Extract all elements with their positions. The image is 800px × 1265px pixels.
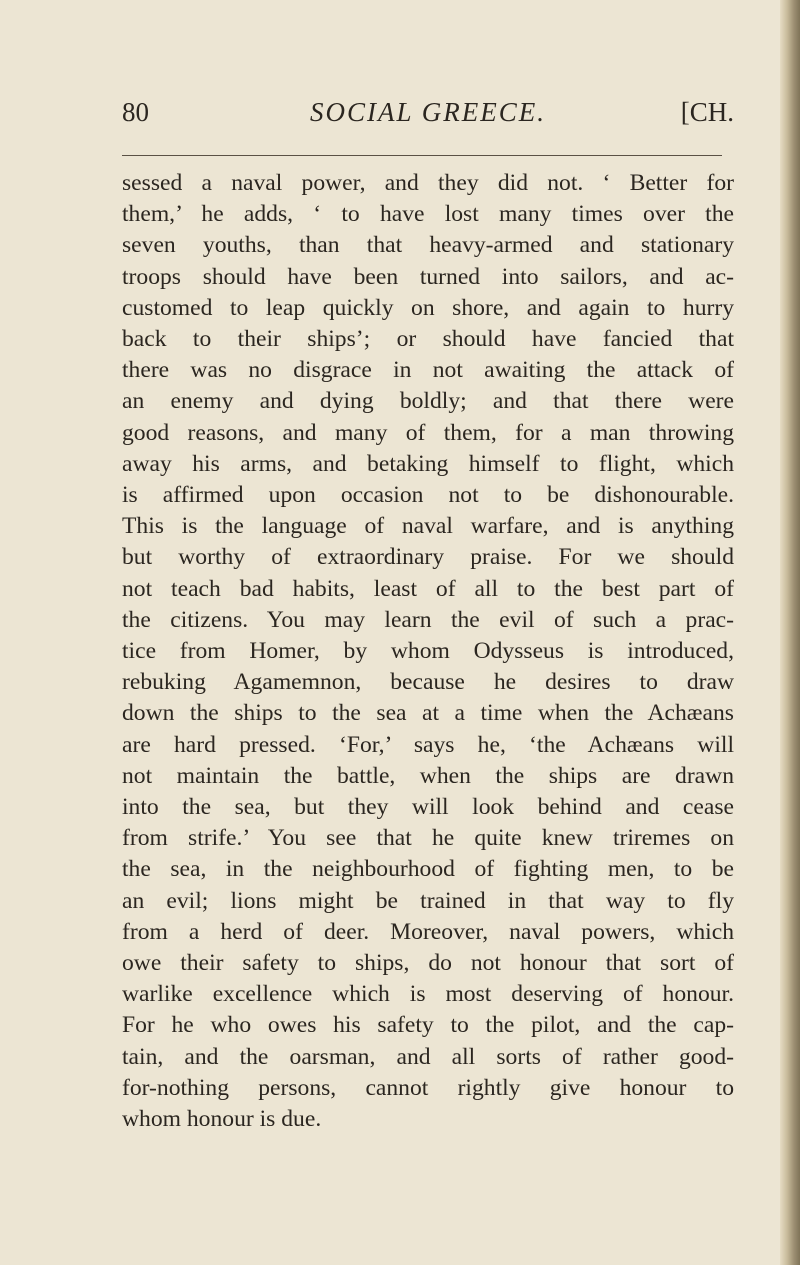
text-line: an enemy and dying boldly; and that there were <box>122 388 734 415</box>
page-edge-shadow <box>780 0 800 1265</box>
text-line: are hard pressed. ‘For,’ says he, ‘the Achæans will <box>122 731 734 758</box>
text-line: troops should have been turned into sailors, and ac- <box>122 263 734 290</box>
text-line: rebuking Agamemnon, because he desires to draw <box>122 669 734 696</box>
text-line: them,’ he adds, ‘ to have lost many times over the <box>122 201 734 228</box>
chapter-reference: [CH. <box>680 97 734 127</box>
text-line: there was no disgrace in not awaiting the attack of <box>122 357 734 384</box>
text-line: down the ships to the sea at a time when the Achæans <box>122 700 734 727</box>
text-line: tain, and the oarsman, and all sorts of rather good- <box>122 1043 734 1070</box>
text-line: tice from Homer, by whom Odysseus is introduced, <box>122 638 734 665</box>
text-line: back to their ships’; or should have fancied that <box>122 326 734 353</box>
text-line: is affirmed upon occasion not to be dishonourable. <box>122 482 734 509</box>
text-line: not teach bad habits, least of all to the best part of <box>122 575 734 602</box>
text-line: for-nothing persons, cannot rightly give honour to <box>122 1074 734 1101</box>
running-head <box>122 92 734 142</box>
text-line: the citizens. You may learn the evil of such a prac- <box>122 606 734 633</box>
text-line: warlike excellence which is most deserving of honour. <box>122 981 734 1008</box>
text-line: from strife.’ You see that he quite knew triremes on <box>122 825 734 852</box>
text-line: For he who owes his safety to the pilot, and the cap- <box>122 1012 734 1039</box>
text-line: good reasons, and many of them, for a man throwing <box>122 419 734 446</box>
text-line: sessed a naval power, and they did not. ‘ Better for <box>122 170 734 196</box>
text-line: from a herd of deer. Moreover, naval powers, which <box>122 918 734 945</box>
text-line: whom honour is due. <box>122 1106 322 1133</box>
header-rule <box>122 155 722 156</box>
running-title: SOCIAL GREECE. <box>310 97 546 127</box>
text-line: into the sea, but they will look behind and cease <box>122 794 734 821</box>
text-line: seven youths, than that heavy-armed and stationary <box>122 232 734 259</box>
text-line: away his arms, and betaking himself to flight, which <box>122 450 734 477</box>
text-line: an evil; lions might be trained in that way to fly <box>122 887 734 914</box>
text-line: This is the language of naval warfare, and is anything <box>122 513 734 540</box>
text-line: not maintain the battle, when the ships are drawn <box>122 762 734 789</box>
body-text <box>122 168 734 1135</box>
text-line: but worthy of extraordinary praise. For we should <box>122 544 734 571</box>
page-number: 80 <box>122 97 149 127</box>
text-line: owe their safety to ships, do not honour that sort of <box>122 950 734 977</box>
text-line: customed to leap quickly on shore, and again to hurry <box>122 294 734 321</box>
text-line: the sea, in the neighbourhood of fighting men, to be <box>122 856 734 883</box>
